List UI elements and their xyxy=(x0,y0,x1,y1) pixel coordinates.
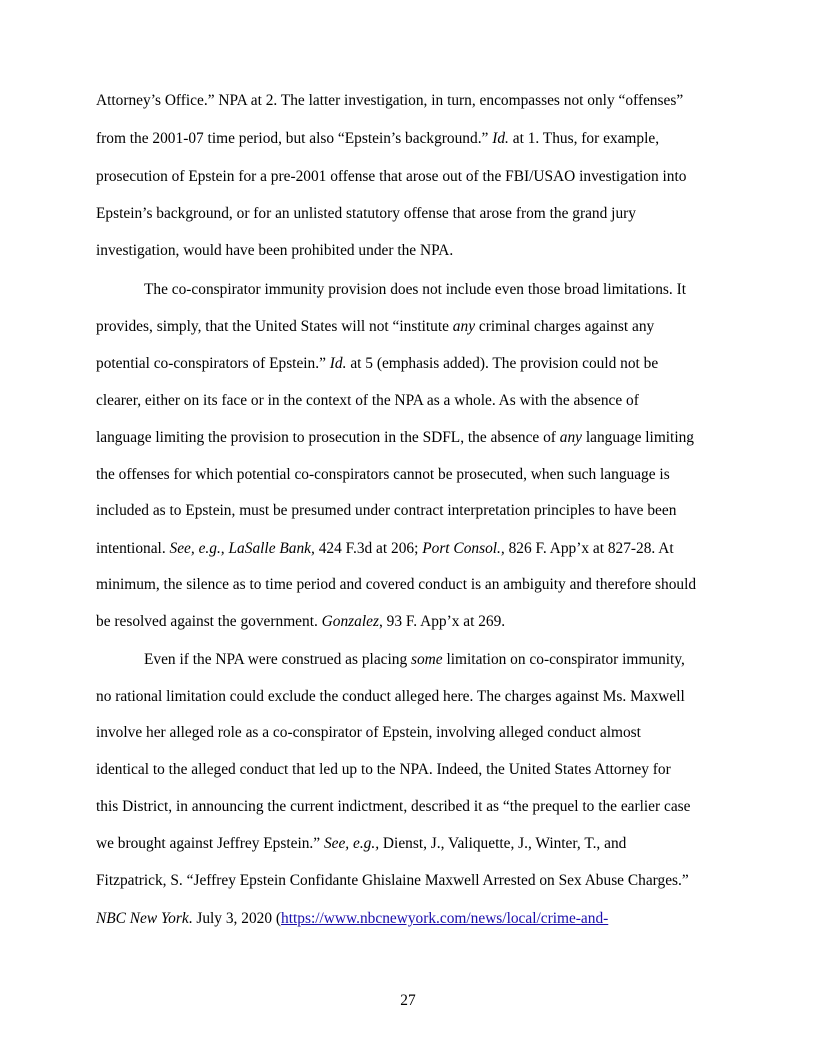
text-span: The co-conspirator immunity provision does not include even those broad limitations. It xyxy=(144,281,686,298)
text-line xyxy=(96,130,659,148)
text-line xyxy=(96,392,639,410)
text-line xyxy=(96,761,671,779)
text-span: clearer, either on its face or in the context of the NPA as a whole. As with the absence of xyxy=(96,392,639,409)
text-span: we brought against Jeffrey Epstein.” xyxy=(96,835,324,852)
italic-text: See, e.g., LaSalle Bank, xyxy=(169,540,315,557)
text-line xyxy=(96,318,654,336)
text-span: at 1. Thus, for example, xyxy=(508,130,660,147)
text-span: the offenses for which potential co-conspirators cannot be prosecuted, when such language is xyxy=(96,466,670,483)
text-line xyxy=(96,205,636,223)
text-line xyxy=(144,281,686,299)
italic-text: Id. xyxy=(329,355,347,372)
text-span: Attorney’s Office.” NPA at 2. The latter investigation, in turn, encompasses not only “offenses” xyxy=(96,92,684,109)
text-line xyxy=(96,242,453,260)
italic-text: Id. xyxy=(492,130,509,147)
italic-text: See, e.g., xyxy=(323,835,380,852)
text-span: language limiting the provision to prosecution in the SDFL, the absence of xyxy=(96,429,560,446)
text-line xyxy=(96,576,696,594)
text-line xyxy=(96,466,670,484)
text-line xyxy=(96,872,689,890)
text-span: included as to Epstein, must be presumed under contract interpretation principles to have been xyxy=(96,502,677,519)
text-span: from the 2001-07 time period, but also “Epstein’s background.” xyxy=(96,130,493,147)
text-span: provides, simply, that the United States will not “institute xyxy=(96,318,453,335)
text-span: prosecution of Epstein for a pre-2001 offense that arose out of the FBI/USAO investigation into xyxy=(96,168,687,185)
text-line xyxy=(96,355,658,373)
text-line xyxy=(144,651,685,669)
text-line xyxy=(96,92,683,110)
italic-text: NBC New York xyxy=(96,910,189,927)
italic-text: some xyxy=(411,651,443,668)
text-span: be resolved against the government. xyxy=(96,613,322,630)
italic-text: Port Consol., xyxy=(422,540,505,557)
text-span: language limiting xyxy=(582,429,695,446)
italic-text: Gonzalez xyxy=(321,613,379,630)
text-span: 826 F. App’x at 827-28. At xyxy=(504,540,674,557)
text-line xyxy=(96,429,694,447)
text-line xyxy=(96,910,608,928)
text-span: potential co-conspirators of Epstein.” xyxy=(96,355,330,372)
text-span: limitation on co-conspirator immunity, xyxy=(442,651,685,668)
text-line xyxy=(96,613,505,631)
text-line xyxy=(96,724,641,742)
text-span: minimum, the silence as to time period and covered conduct is an ambiguity and therefore should xyxy=(96,576,697,593)
text-span: , 93 F. App’x at 269. xyxy=(378,613,506,630)
text-line xyxy=(96,798,690,816)
text-span: Epstein’s background, or for an unlisted statutory offense that arose from the grand jury xyxy=(96,205,636,222)
text-line xyxy=(96,835,626,853)
text-line xyxy=(96,688,685,706)
text-span: Fitzpatrick, S. “Jeffrey Epstein Confidante Ghislaine Maxwell Arrested on Sex Abuse Charges.” xyxy=(96,872,689,889)
text-span: investigation, would have been prohibited under the NPA. xyxy=(96,242,454,259)
text-span: this District, in announcing the current indictment, described it as “the prequel to the earlier case xyxy=(96,798,691,815)
text-span: criminal charges against any xyxy=(475,318,655,335)
italic-text: any xyxy=(452,318,476,335)
text-line xyxy=(96,502,676,520)
text-span: at 5 (emphasis added). The provision could not be xyxy=(346,355,659,372)
page-number: 27 xyxy=(400,992,416,1009)
text-span: 424 F.3d at 206; xyxy=(314,540,423,557)
text-line xyxy=(96,168,686,186)
text-span: involve her alleged role as a co-conspirator of Epstein, involving alleged conduct almost xyxy=(96,724,641,741)
text-span: Dienst, J., Valiquette, J., Winter, T., and xyxy=(379,835,627,852)
text-line xyxy=(96,540,674,558)
text-span: no rational limitation could exclude the conduct alleged here. The charges against Ms. Maxwell xyxy=(96,688,685,705)
text-span: identical to the alleged conduct that led up to the NPA. Indeed, the United States Attorney for xyxy=(96,761,671,778)
italic-text: any xyxy=(559,429,583,446)
text-span: intentional. xyxy=(96,540,170,557)
text-span: . July 3, 2020 ( xyxy=(188,910,282,927)
article-link[interactable]: https://www.nbcnewyork.com/news/local/crime-and- xyxy=(281,910,609,927)
text-span: Even if the NPA were construed as placing xyxy=(144,651,411,668)
